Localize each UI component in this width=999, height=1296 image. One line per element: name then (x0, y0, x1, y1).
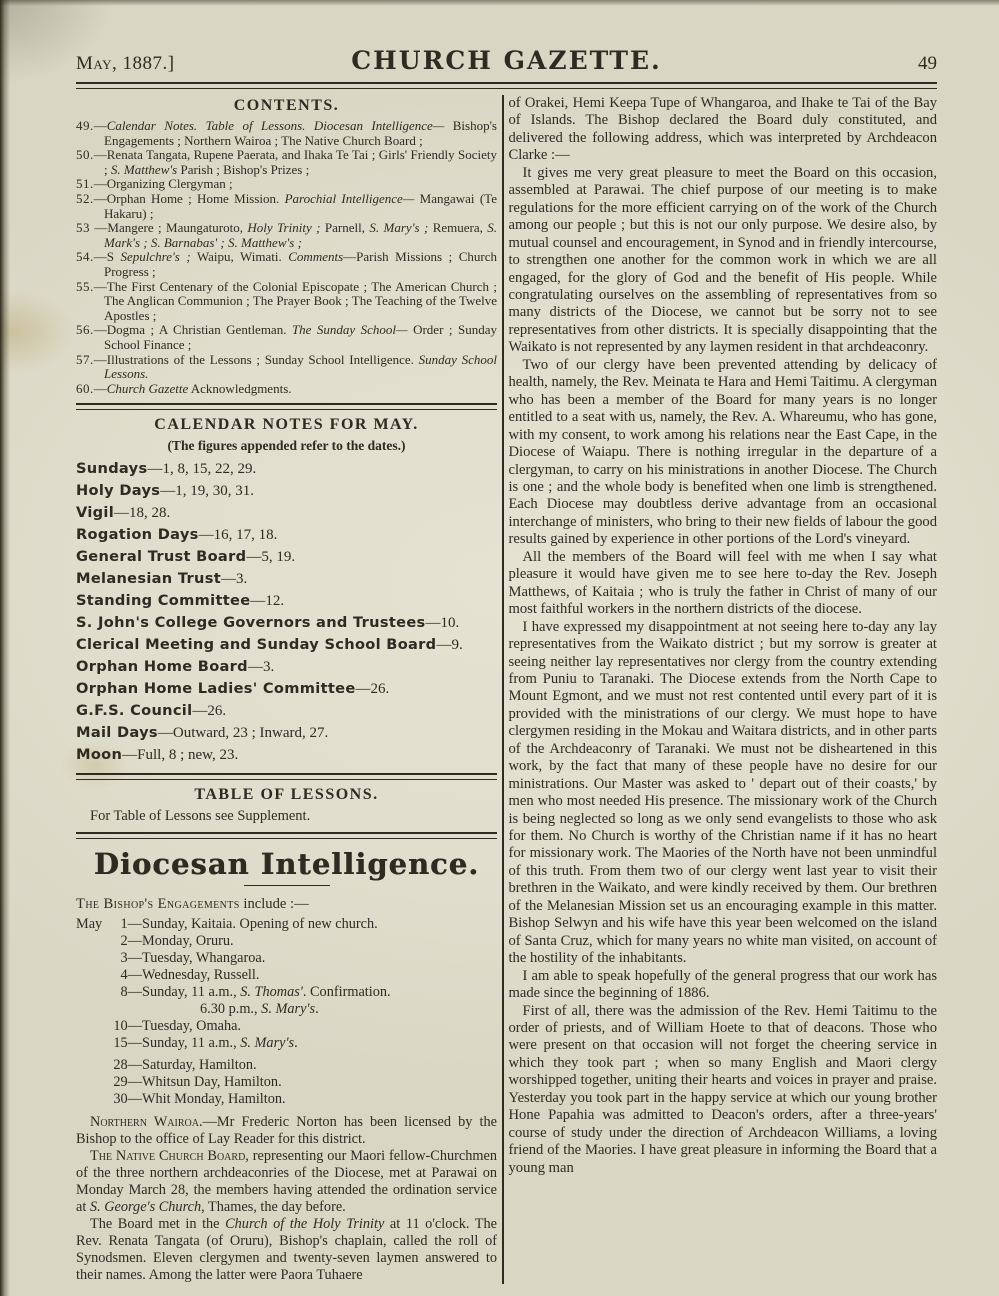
contents-item (76, 148, 497, 177)
engagement-day: 4— (120, 967, 142, 984)
engagement-day (110, 1001, 142, 1018)
engagement-row (76, 1057, 497, 1074)
calendar-entry (76, 458, 497, 480)
calendar-list (76, 458, 497, 766)
calendar-entry-dates: —26. (192, 703, 227, 720)
calendar-entry-dates: —3. (247, 659, 275, 676)
italic-run: S. Mary's (261, 1001, 316, 1018)
contents-heading: CONTENTS. (233, 97, 340, 114)
contents-item-number: 55. (76, 278, 94, 294)
calendar-entry-dates: —9. (436, 637, 463, 654)
calendar-note: (The figures appended refer to the dates.) (167, 438, 406, 454)
columns (76, 95, 937, 1284)
engagements-intro-rest: include :— (239, 896, 309, 913)
calendar-entry (76, 700, 497, 722)
calendar-entry-dates: —1, 19, 30, 31. (160, 483, 254, 500)
contents-item-number: 49. (76, 118, 94, 133)
text-run: —Orphan Home ; Home Mission. (93, 190, 285, 206)
left-paragraphs (76, 1114, 497, 1284)
engagements-list (76, 916, 497, 1108)
text-run: All the members of the Board will feel with me when I say what pleasure it would have given me to see here to-day the Rev. Joseph Matthews, of Kaitaia ; who is truly the father in Christ of many of our most faithful workers in the northern districts of the diocese. (508, 548, 937, 618)
engagement-month (76, 967, 110, 984)
text-run: Monday, Oruru. (142, 933, 234, 950)
engagement-row (76, 1074, 497, 1091)
text-run: Wednesday, Russell. (142, 967, 260, 984)
lessons-note: For Table of Lessons see Supplement. (90, 808, 311, 825)
text-run: 6.30 p.m., (200, 1001, 262, 1018)
diocesan-divider (244, 885, 330, 886)
engagement-month (76, 1091, 110, 1108)
text-run: It gives me very great pleasure to meet the Board on this occasion, assembled at Parawai. The chief purpose of our meeting is to make regulations for the more efficient carrying on of the work of the Church among our people ; but this is not our only purpose. We desire also, by mutual counsel and encouragement, in Synod and in friendly intercourse, to strengthen one another for the common work in which we are all engaged, for the glory of God and the benefit of His people. While congratulating ourselves on the assembling of representatives from so many districts of the Diocese, we cannot but be sorry not to see representatives from other districts. It is specially disappointing that the Waikato is not represented by any laymen resident in that archdeaconry. (508, 164, 937, 356)
engagement-text (142, 950, 497, 967)
text-run: —Parish Missions ; Church Progress ; (104, 249, 497, 279)
paragraph (509, 165, 938, 357)
italic-run: Comments (288, 249, 344, 265)
text-run: Saturday, Hamilton. (142, 1057, 257, 1074)
italic-run: S. Mary's (240, 1035, 295, 1052)
engagement-month (76, 984, 110, 1001)
calendar-entry-dates: —Full, 8 ; new, 23. (122, 747, 239, 764)
issue-date: May, 1887.] (76, 53, 175, 74)
calendar-entry (76, 546, 497, 568)
contents-item-number: 52. (76, 190, 94, 206)
engagement-text (142, 1018, 497, 1035)
paragraph (509, 619, 938, 968)
calendar-entry-label: Melanesian Trust (76, 570, 221, 588)
text-run: at 11 o'clock. The Rev. Renata Tangata (of Oruru), Bishop's chaplain, called the roll of Synodsmen. Eleven clergymen and twenty-seven laymen answered to their names. Among the latter were Paora Tuhaere (76, 1216, 497, 1284)
section-rule (76, 773, 497, 780)
calendar-entry-label: Moon (76, 746, 123, 764)
italic-run: Parochial Intelligence— (284, 190, 415, 206)
text-run: —Organizing Clergyman ; (93, 176, 233, 192)
paragraph (76, 1114, 497, 1148)
text-run: —Illustrations of the Lessons ; Sunday School Intelligence. (93, 351, 419, 367)
italic-run: Church of the Holy Trinity (225, 1216, 385, 1233)
text-run: Sunday, 11 a.m., (142, 1035, 241, 1052)
text-run: Waipu, Wimati. (190, 249, 289, 265)
contents-item-number: 51. (76, 176, 94, 192)
engagements-intro-smallcaps: The Bishop's Engagements (76, 896, 240, 913)
engagement-day: 10— (113, 1018, 142, 1035)
calendar-entry (76, 480, 497, 502)
calendar-entry-label: Rogation Days (76, 526, 199, 544)
paragraph (509, 549, 938, 619)
text-run: I have expressed my disappointment at not seeing here to-day any lay representatives from the Waikato district ; but my sorrow is greater at seeing neither lay representatives nor clergy from the country extending from Puniu to Taranaki. The Diocese extends from the North Cape to Mount Egmont, and we must not rest contented until every part of it is provided with the ministrations of our clergy. We must hope to have clergymen residing in the Mokau and Waitara districts, and in other parts of the Archdeaconry of Taranaki. We must not be disheartened in this work, by the fact that many of these people have no desire for our ministrations. Our Master was asked to ' depart out of their coasts,' by men who most needed His presence. The missionary work of the Church is being neglected so long as we only send evangelists to those who ask for them. No Church is worthy of the Christian name if it has no heart for missionary work. The Maories of the North have not been unmindful of this truth. From them two of our clergy went last year to visit their brethren in the Waikato, and were kindly received by them. Our brethren of the Melanesian Mission set us an encouraging example in this matter. Bishop Selwyn and his wife have this year been welcomed on the island of Santa Cruz, which for many years no white man visited, on account of the hostility of the inhabitants. (508, 618, 937, 967)
smallcaps-run: The Native Church Board (90, 1148, 246, 1165)
paragraph (76, 1148, 497, 1216)
contents-item (76, 280, 497, 324)
calendar-entry (76, 524, 497, 546)
left-column (76, 95, 497, 1284)
italic-run: Church Gazette (106, 380, 189, 396)
engagement-day: 8— (120, 984, 142, 1001)
calendar-entry (76, 612, 497, 634)
italic-run: S. Thomas' (240, 984, 303, 1001)
engagement-day: 1— (120, 916, 142, 933)
text-run: Two of our clergy have been prevented attending by delicacy of health, namely, the Rev. Meinata te Hara and Hemi Taitimu. A clergyman who has been a member of the Board for many years is no longer entitled to a seat with us, namely, the Rev. A. Whareumu, who has gone, with my consent, to work among his relations near the East Cape, in the Diocese of Waiapu. There is nothing irregular in the departure of a clergyman, to carry on his ministrations in another Diocese. The Church is one ; and the whole body is benefited when one limb is strengthened. Each Diocese may doubtless derive advantage from an occasional interchange of ministers, who bring to their new fields of labour the good results gained by experience in other portions of the Lord's vineyard. (508, 356, 937, 548)
calendar-entry-dates: —1, 8, 15, 22, 29. (147, 461, 257, 478)
italic-run: S. Mark's ; S. Barnabas' ; S. Matthew's ; (104, 220, 498, 250)
engagement-day: 29— (113, 1074, 142, 1091)
engagement-day: 2— (120, 933, 142, 950)
contents-item (76, 250, 497, 279)
calendar-entry (76, 678, 497, 700)
calendar-entry-dates: —3. (220, 571, 248, 588)
calendar-entry-label: Mail Days (76, 724, 158, 742)
engagement-row (76, 1091, 497, 1108)
text-run: Bishop's Engagements ; Northern Wairoa ; The Native Church Board ; (104, 118, 497, 148)
column-divider (502, 95, 504, 1284)
engagement-day: 28— (113, 1057, 142, 1074)
text-run: Mangawai (Te Hakaru) ; (104, 190, 497, 221)
text-run: —Renata Tangata, Rupene Paerata, and Ihaka Te Tai ; Girls' Friendly Society ; (93, 147, 497, 177)
engagement-text (142, 1074, 497, 1091)
contents-item-number: 53 (76, 220, 90, 236)
text-run: —The First Centenary of the Colonial Episcopate ; The American Church ; The Anglican Communion ; The Prayer Book ; The Teaching of the Twelve Apostles ; (93, 278, 497, 323)
text-run: Parnell, (320, 220, 370, 236)
contents-item (76, 382, 497, 397)
engagement-row (76, 950, 497, 967)
text-run: . (294, 1035, 298, 1052)
text-run: Remuera, (428, 220, 488, 236)
text-run: —Mr Frederic Norton has been licensed by the Bishop to the office of Lay Reader for this district. (76, 1114, 498, 1148)
right-paragraphs (509, 95, 938, 1177)
text-run: The Board met in the (90, 1216, 226, 1233)
italic-run: S. Mary's ; (369, 220, 429, 236)
gazette-title: CHURCH GAZETTE. (351, 46, 662, 75)
paragraph (509, 1003, 938, 1178)
calendar-entry-dates: —Outward, 23 ; Inward, 27. (157, 725, 329, 742)
text-run: Order ; Sunday School Finance ; (104, 322, 497, 352)
text-run: Whitsun Day, Hamilton. (142, 1074, 282, 1091)
paragraph (76, 1216, 497, 1284)
smallcaps-run: Northern Wairoa. (90, 1114, 203, 1131)
engagement-row (76, 1018, 497, 1035)
engagement-month (76, 1001, 110, 1018)
calendar-entry-dates: —16, 17, 18. (198, 527, 278, 544)
engagement-row (76, 967, 497, 984)
engagement-month (76, 1035, 110, 1052)
contents-item (76, 323, 497, 352)
engagement-text (142, 967, 497, 984)
text-run: . (315, 1001, 319, 1018)
italic-run: S. George's Church (89, 1199, 202, 1216)
italic-run: Sepulchre's ; (120, 249, 191, 265)
calendar-entry-dates: —26. (355, 681, 390, 698)
text-run: of Orakei, Hemi Keepa Tupe of Whangaroa, and Ihake te Tai of the Bay of Islands. The Bishop declared the Board duly constituted, and delivered the following address, which was interpreted by Archdeacon Clarke :— (508, 95, 937, 164)
calendar-entry-label: Orphan Home Ladies' Committee (76, 680, 356, 698)
header-rule (76, 82, 937, 89)
italic-run: Holy Trinity ; (247, 220, 321, 236)
calendar-heading: CALENDAR NOTES FOR MAY. (154, 416, 419, 434)
lessons-heading: TABLE OF LESSONS. (194, 786, 379, 804)
page-number: 49 (918, 53, 937, 74)
engagement-day: 30— (113, 1091, 142, 1108)
engagement-day: 15— (113, 1035, 142, 1052)
engagement-row (76, 1035, 497, 1052)
masthead (76, 46, 937, 75)
calendar-entry-label: Orphan Home Board (76, 658, 248, 676)
calendar-entry-dates: —12. (250, 593, 285, 610)
contents-item-number: 56. (76, 322, 94, 338)
text-run: —S (93, 249, 121, 265)
section-rule (76, 832, 497, 839)
contents-item (76, 192, 497, 221)
text-run: I am able to speak hopefully of the general progress that our work has made since the beginning of 1886. (508, 967, 937, 1002)
paragraph (509, 357, 938, 549)
text-run: First of all, there was the admission of the Rev. Hemi Taitimu to the order of priests, and of William Hoete to that of deacons. Those who were present on that occasion will not forget the cheering service in which they took part ; when so many English and Maori clergy worshipped together, uniting their hearts and voices in prayer and praise. Yesterday you took part in the happy service at which our young brother Hone Papahia was admitted to Deacon's orders, after a three-years' course of study under the direction of Archdeacon Williams, a loving friend of the Maories. I have great pleasure in informing the Board that a young man (508, 1002, 937, 1176)
paragraph (509, 95, 938, 165)
contents-item (76, 353, 497, 382)
engagements-intro (76, 896, 497, 913)
text-run: Tuesday, Whangaroa. (142, 950, 266, 967)
contents-item-number: 57. (76, 351, 94, 367)
engagement-text (142, 1091, 497, 1108)
calendar-entry (76, 634, 497, 656)
diocesan-heading: Diocesan Intelligence. (93, 847, 480, 882)
text-run: Parish ; Bishop's Prizes ; (177, 161, 310, 177)
calendar-entry (76, 744, 497, 766)
calendar-entry-label: Sundays (76, 460, 148, 478)
calendar-entry-label: Clerical Meeting and Sunday School Board (76, 636, 437, 654)
calendar-entry-label: Vigil (76, 504, 114, 522)
engagement-month (76, 1074, 110, 1091)
italic-run: Calendar Notes. Table of Lessons. Diocesan Intelligence— (106, 118, 445, 133)
calendar-entry (76, 722, 497, 744)
text-run: —Dogma ; A Christian Gentleman. (93, 322, 292, 338)
calendar-entry-label: Standing Committee (76, 592, 251, 610)
text-run: , Thames, the day before. (201, 1199, 346, 1216)
engagement-text (142, 933, 497, 950)
engagement-row (76, 984, 497, 1001)
engagement-text (142, 1035, 497, 1052)
contents-item-number: 50. (76, 147, 94, 163)
text-run: Sunday, Kaitaia. Opening of new church. (142, 916, 378, 933)
italic-run: Sunday School Lessons. (104, 351, 497, 382)
calendar-entry (76, 656, 497, 678)
text-run: — (93, 380, 107, 396)
engagement-month (76, 1057, 110, 1074)
calendar-entry-dates: —10. (425, 615, 460, 632)
engagement-row (76, 933, 497, 950)
text-run: Tuesday, Omaha. (142, 1018, 242, 1035)
calendar-entry-label: General Trust Board (76, 548, 247, 566)
text-run: . Confirmation. (302, 984, 391, 1001)
engagement-text (142, 984, 497, 1001)
text-run: Whit Monday, Hamilton. (142, 1091, 286, 1108)
text-run: —Mangere ; Maungaturoto, (90, 220, 248, 236)
calendar-entry-dates: —5, 19. (246, 549, 296, 566)
engagement-month: May (76, 916, 103, 933)
calendar-entry-label: S. John's College Governors and Trustees (76, 614, 426, 632)
contents-list (76, 119, 497, 396)
engagement-month (76, 1018, 110, 1035)
text-run: — (93, 118, 107, 133)
contents-item (76, 221, 497, 250)
contents-item-number: 60. (76, 380, 94, 396)
calendar-entry (76, 568, 497, 590)
section-rule (76, 403, 497, 410)
contents-item-number: 54. (76, 249, 94, 265)
text-run: , representing our Maori fellow-Churchmen of the three northern archdeaconries of the Diocese, met at Parawai on Monday March 28, the members having attended the ordination service at (76, 1148, 497, 1216)
engagement-row (76, 1001, 497, 1018)
calendar-entry (76, 502, 497, 524)
engagement-month (76, 933, 110, 950)
contents-item (76, 177, 497, 192)
engagement-text (142, 1057, 497, 1074)
engagement-day: 3— (120, 950, 142, 967)
calendar-entry-label: G.F.S. Council (76, 702, 193, 720)
italic-run: S. Matthew's (110, 161, 178, 177)
calendar-entry (76, 590, 497, 612)
calendar-entry-label: Holy Days (76, 482, 161, 500)
right-column (509, 95, 938, 1284)
engagement-row (76, 916, 497, 933)
text-run: Acknowledgments. (188, 380, 292, 396)
text-run: Sunday, 11 a.m., (142, 984, 241, 1001)
contents-item (76, 119, 497, 148)
engagement-month (76, 950, 110, 967)
paragraph (509, 968, 938, 1003)
engagement-text (142, 916, 497, 933)
italic-run: The Sunday School— (291, 322, 408, 338)
calendar-entry-dates: —18, 28. (114, 505, 171, 522)
engagement-text (142, 1001, 497, 1018)
